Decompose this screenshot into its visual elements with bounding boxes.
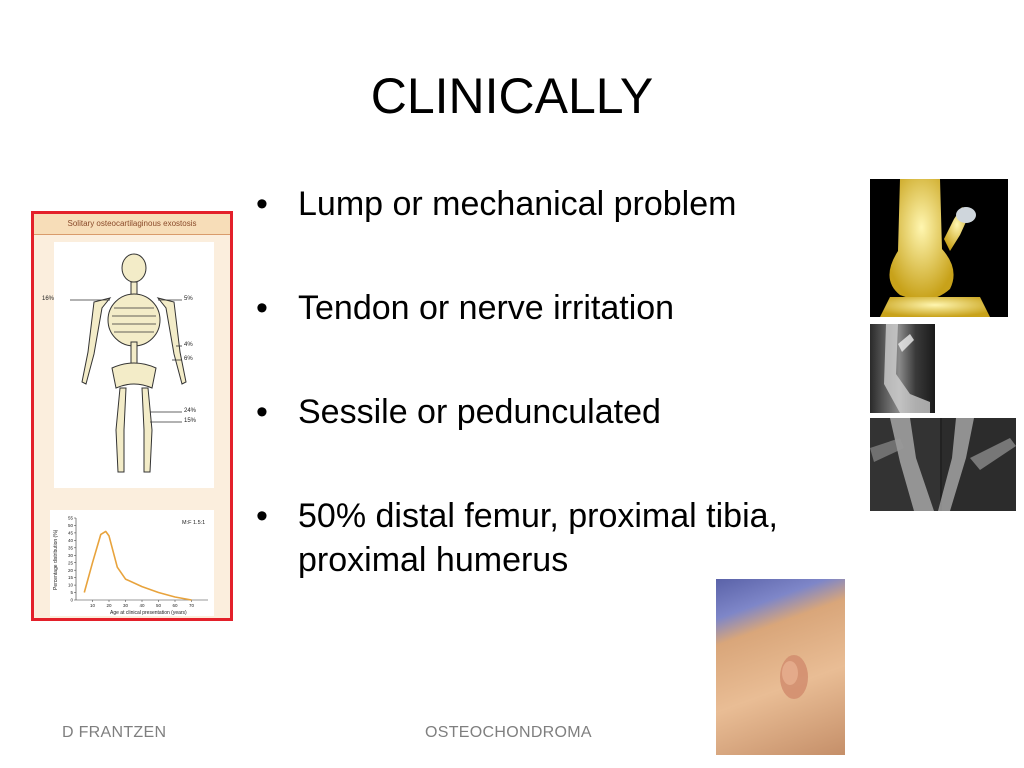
y-tick-label: 45: [67, 530, 73, 536]
figure-title: Solitary osteocartilaginous exostosis: [34, 214, 230, 235]
x-tick-label: 40: [139, 603, 145, 608]
y-tick-label: 50: [67, 523, 73, 529]
bullet-text: Tendon or nerve irritation: [298, 289, 675, 327]
y-tick-label: 25: [67, 560, 73, 566]
bullet-icon: •: [256, 185, 268, 223]
bullet-text: Lump or mechanical problem: [298, 185, 737, 223]
bullet-icon: •: [256, 393, 268, 431]
percent-label: 24%: [184, 408, 197, 414]
footer-topic: OSTEOCHONDROMA: [425, 724, 592, 741]
y-tick-label: 0: [70, 597, 73, 603]
bullet-text: Sessile or pedunculated: [298, 393, 661, 431]
bullet-text: 50% distal femur, proximal tibia, proximal humerus: [298, 497, 778, 579]
y-tick-label: 5: [70, 590, 73, 596]
knee-bone-drawing: [870, 179, 1008, 317]
xray-knee: [870, 324, 935, 413]
bullet-icon: •: [256, 497, 268, 535]
x-tick-label: 50: [155, 603, 162, 608]
age-distribution-plot: [50, 510, 214, 616]
y-axis-label: Percentage distribution (%): [53, 529, 59, 590]
knee-illustration: [870, 179, 1008, 317]
age-chart: [50, 510, 214, 616]
x-tick-label: 70: [188, 603, 195, 608]
xray-humerus-shapes: [870, 418, 1016, 511]
percent-label: 16%: [42, 296, 55, 302]
bullet-item: [256, 182, 846, 226]
bullet-icon: •: [256, 289, 268, 327]
patient-back-photo: [716, 579, 845, 755]
y-tick-label: 20: [67, 567, 73, 573]
y-tick-label: 35: [67, 545, 73, 551]
xray-humerus-pair: [870, 418, 1016, 511]
x-axis-label: Age at clinical presentation (years): [110, 610, 187, 616]
percent-label: 15%: [184, 418, 197, 424]
xray-bone-shape: [870, 324, 935, 413]
x-tick-label: 30: [122, 603, 129, 608]
x-tick-label: 60: [172, 603, 178, 608]
y-tick-label: 15: [67, 575, 73, 581]
ratio-label: M:F 1.5:1: [182, 520, 206, 526]
bullet-list: [256, 182, 846, 582]
percent-label: 6%: [184, 356, 193, 362]
percent-label: 5%: [184, 296, 193, 302]
exostosis-figure: [31, 211, 233, 621]
distribution-curve: [84, 531, 191, 600]
y-tick-label: 30: [67, 552, 73, 558]
x-tick-label: 20: [106, 603, 112, 608]
bullet-item: [256, 390, 846, 434]
y-tick-label: 10: [67, 582, 73, 588]
skeleton-panel: [42, 242, 214, 488]
x-tick-label: 10: [89, 603, 96, 608]
skeleton-illustration: [54, 242, 214, 488]
bullet-item: [256, 286, 846, 330]
slide-title: CLINICALLY: [370, 68, 654, 124]
y-tick-label: 55: [67, 515, 73, 521]
percent-label: 4%: [184, 342, 193, 348]
footer-author: D FRANTZEN: [62, 724, 167, 741]
bullet-item: [256, 494, 846, 582]
back-lump-shape: [716, 579, 845, 755]
y-tick-label: 40: [67, 537, 73, 543]
